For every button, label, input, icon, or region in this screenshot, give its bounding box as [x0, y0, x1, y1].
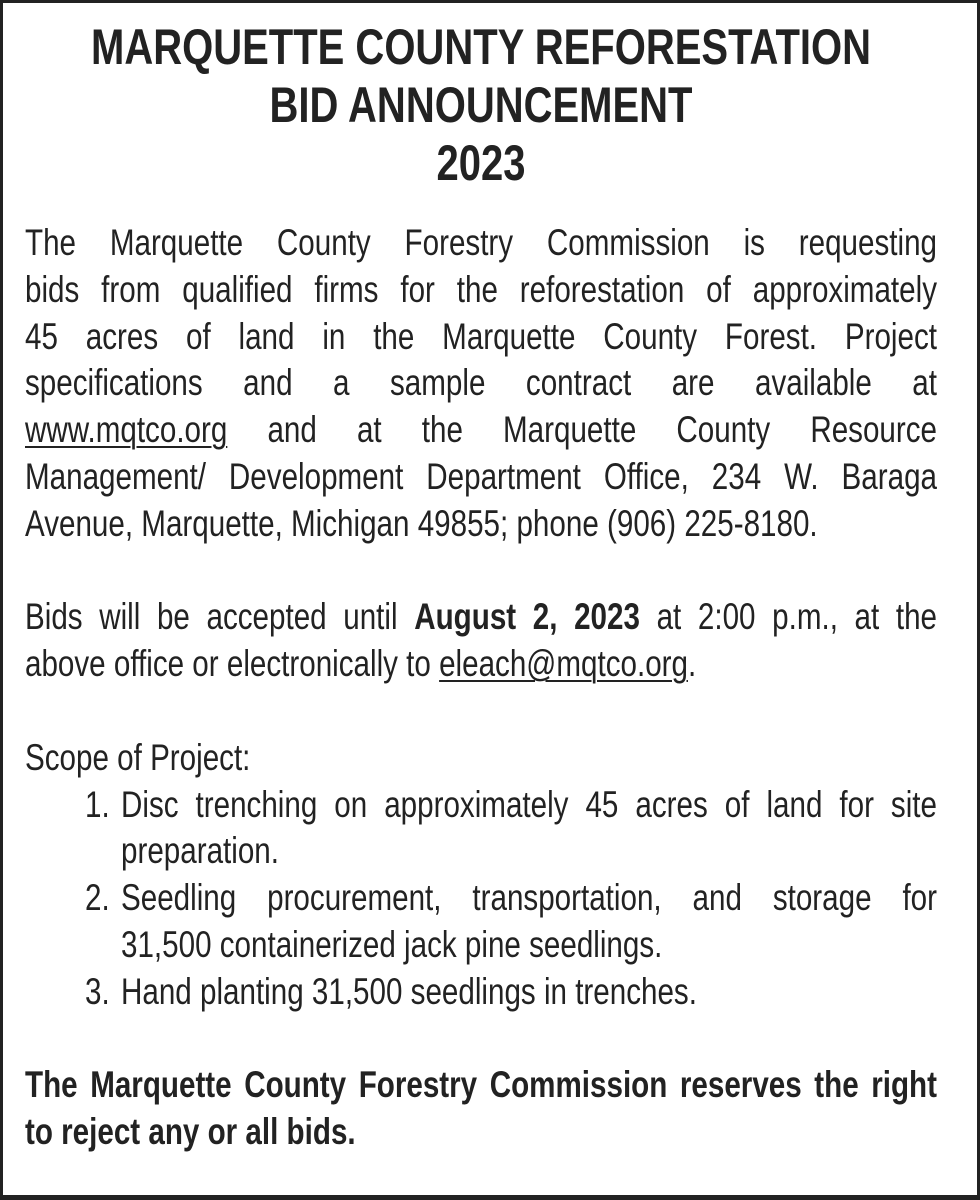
scope-item [85, 875, 937, 969]
closing-statement [25, 1062, 937, 1156]
scope-item-number: 2. [85, 877, 110, 919]
scope-list [25, 782, 937, 1016]
title-line-2: BID ANNOUNCEMENT [269, 77, 693, 133]
deadline-prefix: Bids will be accepted until [25, 596, 398, 638]
scope-item-line: Hand planting 31,500 seedlings in trenches. [121, 970, 697, 1012]
intro-line-rest: and at the Marquette County Resource [267, 409, 938, 451]
scope-item-line: preparation. [121, 830, 279, 872]
deadline-line [25, 594, 937, 641]
deadline-l2-prefix: above office or electronically to [25, 643, 431, 685]
title-line-1: MARQUETTE COUNTY REFORESTATION [91, 19, 871, 75]
title-line-3: 2023 [436, 135, 526, 191]
scope-item-line: 31,500 containerized jack pine seedlings. [121, 923, 663, 965]
intro-line: 45 acres of land in the Marquette County Forest. Project [25, 315, 937, 357]
announcement-content [25, 3, 937, 1156]
deadline-period: . [687, 643, 697, 685]
intro-paragraph [25, 220, 937, 548]
intro-line: The Marquette County Forestry Commission is requesting [25, 222, 937, 263]
closing-line: The Marquette County Forestry Commission reserves the right [25, 1064, 937, 1106]
intro-line: Management/ Development Department Office, 234 W. Baraga [25, 455, 937, 497]
scope-item [85, 969, 937, 1016]
scope-heading: Scope of Project: [25, 736, 251, 778]
intro-line: Avenue, Marquette, Michigan 49855; phone (906) 225-8180. [25, 502, 818, 544]
announcement-body [25, 220, 937, 1156]
scope-item-line: Disc trenching on approximately 45 acres of land for site [121, 783, 937, 825]
email-link[interactable]: eleach@mqtco.org [439, 643, 688, 685]
scope-item-line: Seedling procurement, transportation, and storage for [121, 877, 937, 919]
intro-line: bids from qualified firms for the reforestation of approximately [25, 268, 937, 310]
scope-section [25, 735, 937, 1016]
deadline-suffix: at 2:00 p.m., at the [656, 596, 938, 638]
scope-item-text [121, 875, 937, 969]
intro-line [25, 407, 937, 454]
scope-item-number: 1. [85, 783, 110, 825]
website-link[interactable]: www.mqtco.org [25, 409, 228, 451]
scope-item [85, 782, 937, 876]
page-title [25, 18, 937, 192]
scope-item-number: 3. [85, 970, 110, 1012]
scope-item-text [121, 782, 937, 876]
intro-line: specifications and a sample contract are available at [25, 362, 937, 404]
deadline-paragraph [25, 594, 937, 688]
deadline-date: August 2, 2023 [414, 596, 640, 638]
deadline-line [25, 641, 937, 688]
scope-item-text [121, 969, 937, 1016]
closing-line: to reject any or all bids. [25, 1111, 356, 1153]
